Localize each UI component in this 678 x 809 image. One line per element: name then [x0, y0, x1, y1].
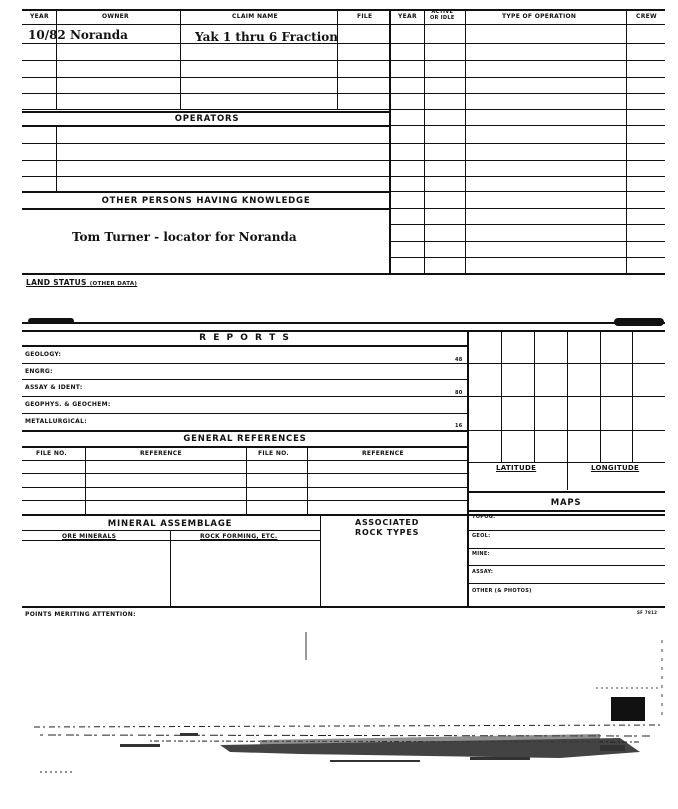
maps-heading: MAPS [550, 498, 582, 508]
col-header-crew: CREW [636, 13, 657, 20]
col-header-owner: OWNER [102, 13, 129, 20]
rock-forming-col: ROCK FORMING, ETC. [200, 533, 278, 540]
col-header-year-right: YEAR [398, 13, 417, 20]
maps-mine-label: MINE: [472, 551, 490, 557]
report-metallurgical-label: METALLURGICAL: [25, 418, 87, 425]
operators-heading: OPERATORS [174, 114, 240, 124]
report-geology-label: GEOLOGY: [25, 351, 62, 358]
knowledge-entry: Tom Turner - locator for Noranda [72, 230, 297, 244]
maps-geol-label: GEOL: [472, 533, 491, 539]
claim-name-entry: Yak 1 thru 6 Fraction [195, 30, 338, 44]
col-header-year: YEAR [30, 13, 49, 20]
report-geology-number: 48 [455, 357, 463, 363]
land-status-subtitle: (OTHER DATA) [89, 281, 138, 287]
associated-rock-types-heading: ASSOCIATED ROCK TYPES [355, 518, 420, 537]
gr-col-reference-1: REFERENCE [140, 450, 182, 457]
reports-heading: R E P O R T S [199, 333, 291, 343]
general-references-heading: GENERAL REFERENCES [183, 434, 307, 444]
col-header-file: FILE [357, 13, 373, 20]
land-status-title: LAND STATUS [26, 278, 87, 287]
maps-other-label: OTHER (& PHOTOS) [472, 588, 532, 594]
gr-col-file-no-2: FILE NO. [258, 450, 290, 457]
report-assay-number: 80 [455, 390, 463, 396]
other-persons-heading: OTHER PERSONS HAVING KNOWLEDGE [101, 196, 311, 206]
points-meriting-attention-label: POINTS MERITING ATTENTION: [25, 611, 136, 618]
gr-col-file-no-1: FILE NO. [36, 450, 68, 457]
report-assay-label: ASSAY & IDENT: [25, 384, 83, 391]
mineral-assemblage-heading: MINERAL ASSEMBLAGE [107, 519, 233, 529]
col-header-type-of-operation: TYPE OF OPERATION [502, 13, 577, 20]
maps-assay-label: ASSAY: [472, 569, 494, 575]
report-geophys-label: GEOPHYS. & GEOCHEM: [25, 401, 111, 408]
ore-minerals-col: ORE MINERALS [62, 533, 117, 540]
form-number: SF 7812 [637, 610, 658, 615]
latitude-label: LATITUDE [496, 464, 537, 472]
maps-topog-label: TOPOG: [472, 514, 496, 520]
owner-year-entry: 10/82 Noranda [28, 28, 128, 42]
gr-col-reference-2: REFERENCE [362, 450, 404, 457]
col-header-active-or-idle: ACTIVE OR IDLE [430, 9, 455, 21]
report-engrg-label: ENGRG: [25, 368, 53, 375]
longitude-label: LONGITUDE [591, 464, 640, 472]
col-header-claim-name: CLAIM NAME [232, 13, 278, 20]
report-metallurgical-number: 16 [455, 423, 463, 429]
